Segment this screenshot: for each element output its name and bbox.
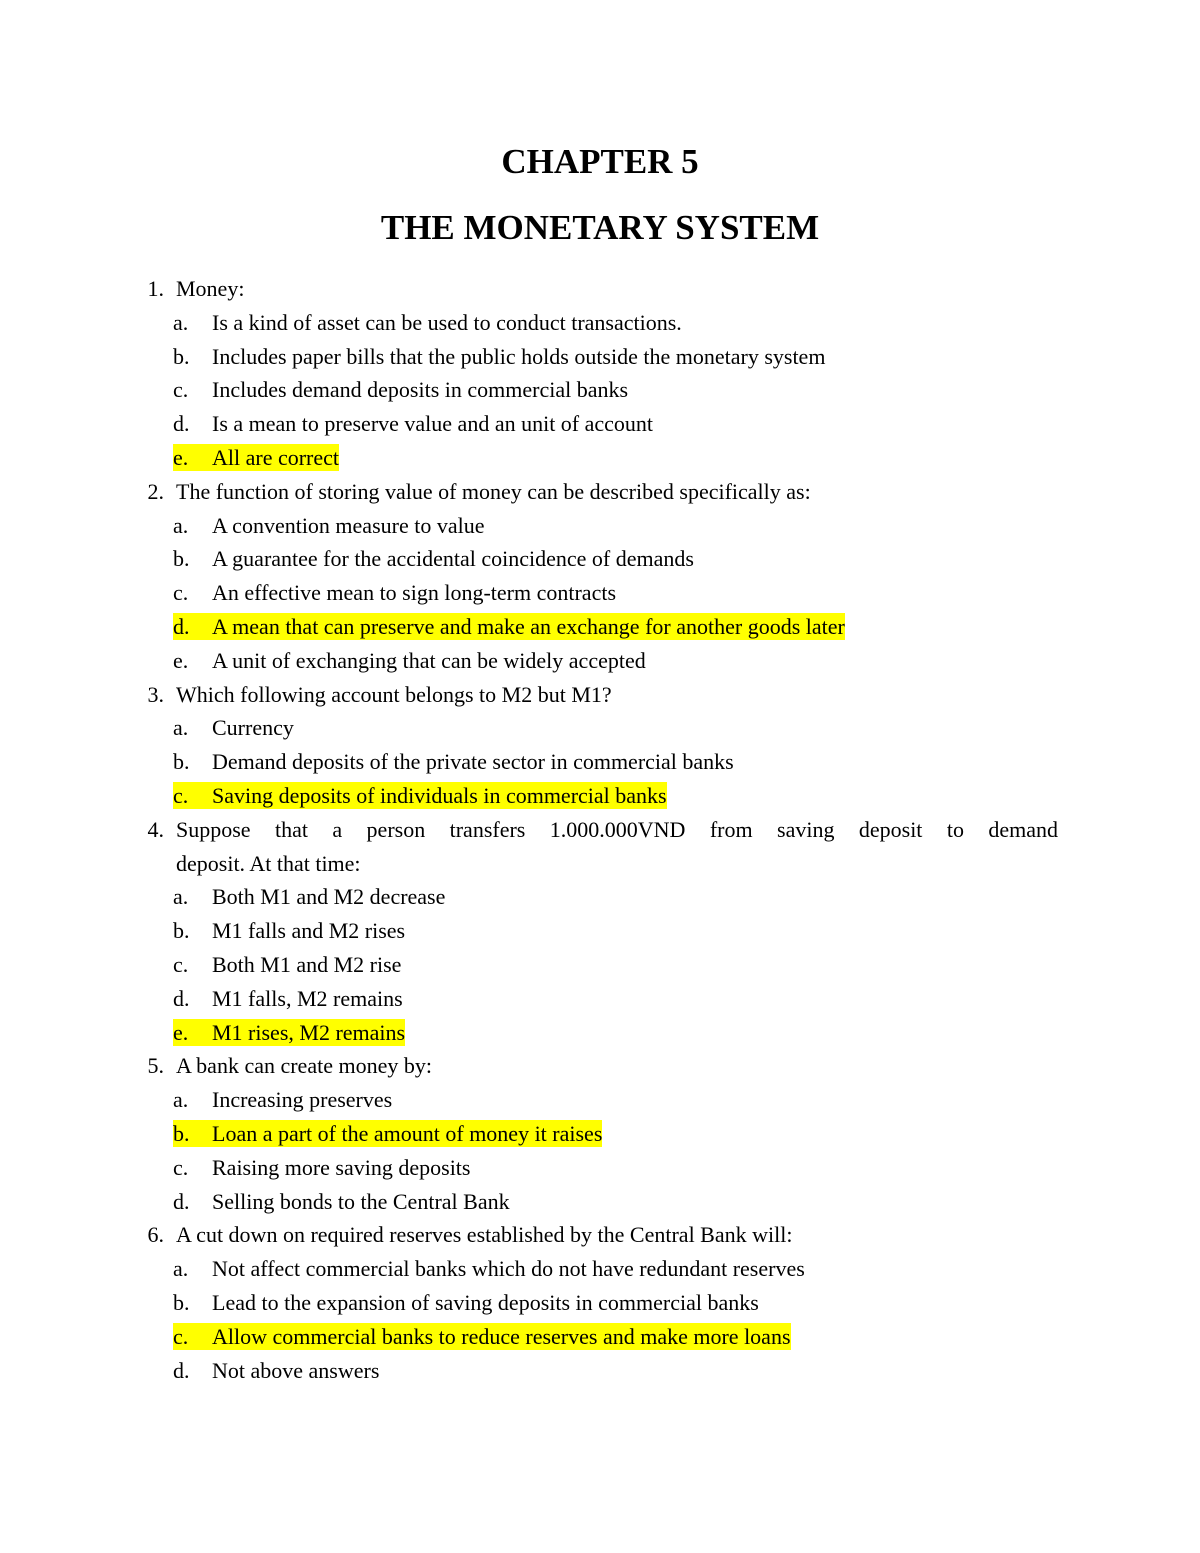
correct-answer-highlight: Loan a part of the amount of money it raises (212, 1120, 603, 1146)
question-4 (0, 813, 1200, 847)
option-2-a (0, 509, 1200, 543)
option-text: Raising more saving deposits (212, 1154, 471, 1180)
option-5-b-correct (0, 1117, 1200, 1151)
option-text: A convention measure to value (212, 512, 485, 538)
question-number: 6. (147, 1222, 164, 1248)
question-number: 2. (147, 478, 164, 504)
question-number: 3. (147, 681, 164, 707)
option-letter: e. (173, 647, 189, 673)
chapter-subtitle: THE MONETARY SYSTEM (380, 208, 820, 247)
question-2 (0, 475, 1200, 509)
option-letter: a. (173, 715, 189, 741)
option-6-c-correct (0, 1320, 1200, 1354)
option-letter: c. (173, 782, 189, 808)
option-text: Is a kind of asset can be used to conduct transactions. (212, 309, 682, 335)
option-letter: d. (173, 985, 190, 1011)
option-6-b (0, 1286, 1200, 1320)
question-3 (0, 678, 1200, 712)
option-letter: c. (173, 951, 189, 977)
question-text-continued-line: deposit. At that time: (176, 850, 361, 876)
option-5-c (0, 1151, 1200, 1185)
option-2-c (0, 576, 1200, 610)
option-text: Selling bonds to the Central Bank (212, 1188, 510, 1214)
option-text: Both M1 and M2 decrease (212, 884, 446, 910)
option-2-e (0, 644, 1200, 678)
option-1-a (0, 306, 1200, 340)
correct-answer-highlight: Allow commercial banks to reduce reserves and make more loans (212, 1323, 791, 1349)
option-text: Includes demand deposits in commercial banks (212, 377, 629, 403)
option-text: A unit of exchanging that can be widely accepted (212, 647, 646, 673)
option-1-d (0, 407, 1200, 441)
question-text: Suppose that a person transfers 1.000.000VND from saving deposit to demand (176, 816, 1058, 842)
question-number: 5. (147, 1053, 164, 1079)
option-text: Demand deposits of the private sector in commercial banks (212, 749, 734, 775)
question-5 (0, 1049, 1200, 1083)
option-4-e-correct (0, 1016, 1200, 1050)
option-4-a (0, 880, 1200, 914)
option-text: An effective mean to sign long-term contracts (212, 580, 617, 606)
option-letter: a. (173, 309, 189, 335)
option-letter: a. (173, 512, 189, 538)
option-5-d (0, 1185, 1200, 1219)
question-text-continued (0, 847, 1200, 881)
correct-answer-highlight: Saving deposits of individuals in commercial banks (212, 782, 667, 808)
question-number: 1. (147, 276, 164, 301)
option-letter: c. (173, 580, 189, 606)
option-text: A guarantee for the accidental coincidence of demands (212, 546, 694, 572)
option-4-b (0, 914, 1200, 948)
question-number: 4. (147, 816, 164, 842)
option-letter: c. (173, 377, 189, 403)
option-letter: e. (173, 444, 189, 470)
option-text: Includes paper bills that the public holds outside the monetary system (212, 343, 826, 369)
correct-answer-highlight: A mean that can preserve and make an exchange for another goods later (212, 613, 845, 639)
option-6-a (0, 1252, 1200, 1286)
option-letter: b. (173, 343, 190, 369)
option-2-d-correct (0, 610, 1200, 644)
option-text: Currency (212, 715, 294, 741)
chapter-title: CHAPTER 5 (501, 142, 699, 181)
option-4-d (0, 982, 1200, 1016)
option-letter: d. (173, 1357, 190, 1383)
correct-answer-highlight: All are correct (212, 444, 340, 470)
option-letter: c. (173, 1323, 189, 1349)
option-text: M1 falls, M2 remains (212, 985, 403, 1011)
option-letter: a. (173, 884, 189, 910)
option-letter: b. (173, 918, 190, 944)
option-1-b (0, 340, 1200, 374)
option-6-d (0, 1354, 1200, 1388)
option-1-e-correct (0, 441, 1200, 475)
question-list (0, 272, 1200, 1387)
option-text: M1 falls and M2 rises (212, 918, 406, 944)
option-text: Both M1 and M2 rise (212, 951, 402, 977)
option-5-a (0, 1083, 1200, 1117)
option-letter: b. (173, 546, 190, 572)
option-3-a (0, 711, 1200, 745)
option-letter: c. (173, 1154, 189, 1180)
option-letter: b. (173, 749, 190, 775)
question-1 (0, 272, 1200, 306)
option-letter: e. (173, 1019, 189, 1045)
question-text: Money: (176, 276, 245, 301)
option-2-b (0, 542, 1200, 576)
question-text: Which following account belongs to M2 but M1? (176, 681, 612, 707)
option-letter: b. (173, 1289, 190, 1315)
option-letter: a. (173, 1256, 189, 1282)
option-text: Not affect commercial banks which do not have redundant reserves (212, 1256, 805, 1282)
option-3-b (0, 745, 1200, 779)
option-text: Increasing preserves (212, 1087, 393, 1113)
question-text: The function of storing value of money can be described specifically as: (176, 478, 811, 504)
option-1-c (0, 373, 1200, 407)
option-3-c-correct (0, 779, 1200, 813)
option-text: Lead to the expansion of saving deposits in commercial banks (212, 1289, 759, 1315)
option-text: Not above answers (212, 1357, 380, 1383)
option-letter: d. (173, 411, 190, 437)
question-6 (0, 1218, 1200, 1252)
option-letter: b. (173, 1120, 190, 1146)
question-text: A bank can create money by: (176, 1053, 432, 1079)
option-text: Is a mean to preserve value and an unit of account (212, 411, 654, 437)
option-letter: d. (173, 613, 190, 639)
option-4-c (0, 948, 1200, 982)
option-letter: d. (173, 1188, 190, 1214)
question-text: A cut down on required reserves established by the Central Bank will: (176, 1222, 793, 1248)
correct-answer-highlight: M1 rises, M2 remains (212, 1019, 406, 1045)
option-letter: a. (173, 1087, 189, 1113)
